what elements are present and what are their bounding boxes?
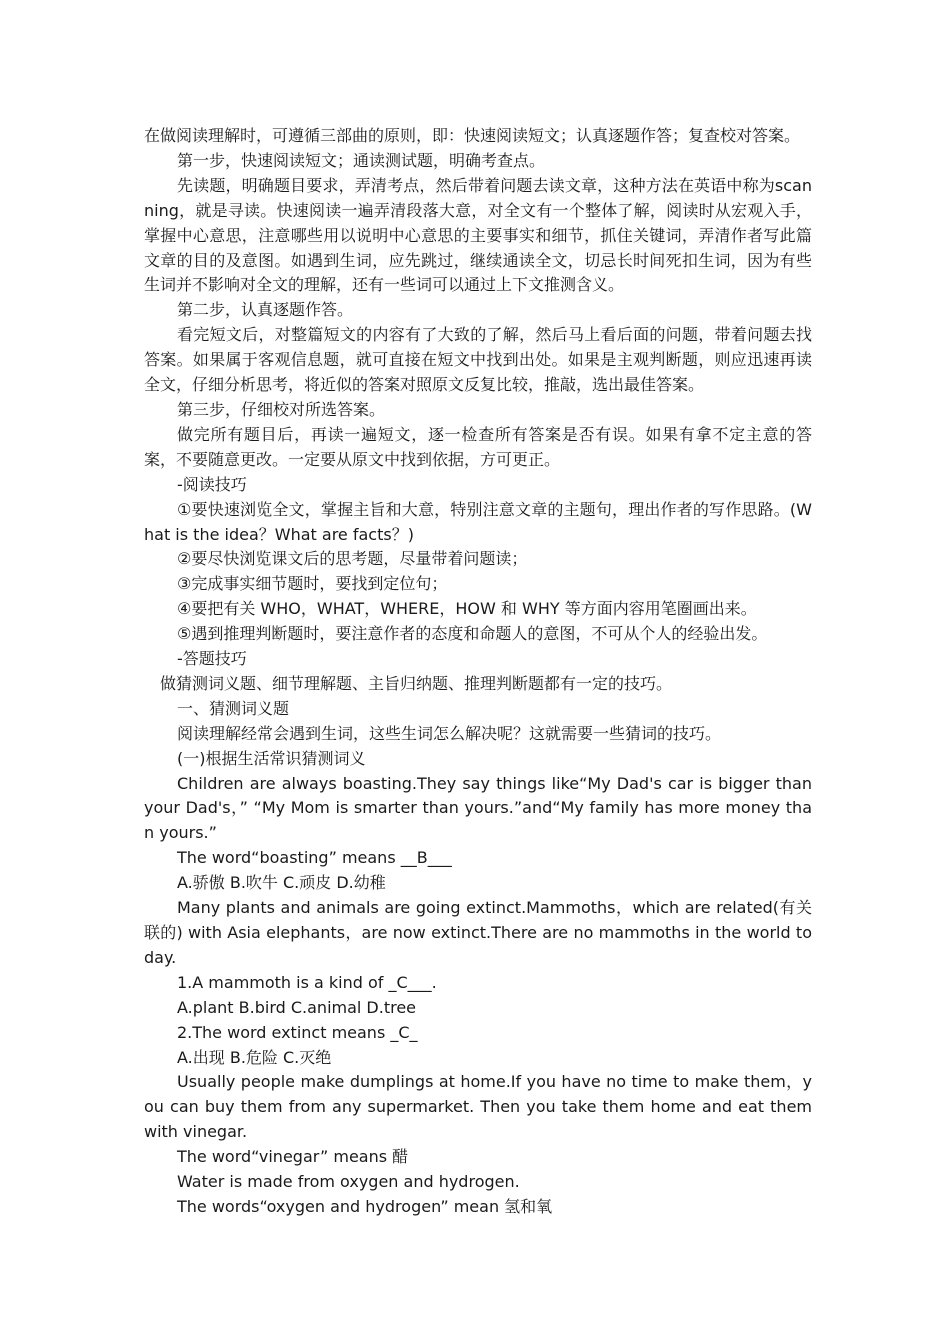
example-passage-water: Water is made from oxygen and hydrogen. [177, 1172, 520, 1192]
document-body [144, 124, 812, 1220]
paragraph-step-two-body: 看完短文后，对整篇短文的内容有了大致的了解，然后马上看后面的问题，带着问题去找答案。如果属于客观信息题，就可直接在短文中找到出处。如果是主观判断题，则应迅速再读全文，仔细分析思考，将近似的答案对照原文反复比较，推敲，选出最佳答案。 [144, 325, 812, 395]
example-question-water: The words“oxygen and hydrogen” mean 氢和氧 [177, 1196, 553, 1216]
list-item-tip-5: ⑤遇到推理判断题时，要注意作者的态度和命题人的意图，不可从个人的经验出发。 [177, 624, 768, 644]
example-options-mammoth-1: A.plant B.bird C.animal D.tree [177, 997, 417, 1017]
example-passage-mammoth: Many plants and animals are going extinct.Mammoths，which are related(有关联的) with Asia elephants，are now extinct.There are no mammoths in the world today. [144, 898, 812, 967]
section-heading-answer-tips: -答题技巧 [177, 649, 247, 669]
section-heading-guess-words: 一、猜测词义题 [177, 698, 290, 718]
list-item-tip-4: ④要把有关 WHO，WHAT，WHERE，HOW 和 WHY 等方面内容用笔圈画出来。 [177, 599, 757, 619]
list-item-tip-1: ①要快速浏览全文，掌握主旨和大意，特别注意文章的主题句，理出作者的写作思路。(What is the idea？What are facts？) [144, 499, 812, 544]
paragraph-step-one-heading: 第一步，快速阅读短文；通读测试题，明确考查点。 [177, 150, 546, 170]
example-options-boasting: A.骄傲 B.吹牛 C.顽皮 D.幼稚 [177, 873, 386, 893]
example-passage-vinegar: Usually people make dumplings at home.If you have no time to make them，you can buy them from any supermarket. Then you take them home and eat them with vinegar. [144, 1072, 812, 1142]
subsection-heading-common-sense: (一)根据生活常识猜测词义 [177, 748, 366, 768]
list-item-tip-3: ③完成事实细节题时，要找到定位句； [177, 574, 448, 594]
example-passage-boasting: Children are always boasting.They say things like“My Dad's car is bigger than your Dad's，” “My Mom is smarter than yours.”and“My family has more money than yours.” [144, 773, 812, 843]
paragraph-intro: 在做阅读理解时，可遵循三部曲的原则，即：快速阅读短文；认真逐题作答；复查校对答案。 [144, 126, 801, 145]
paragraph-step-three-body: 做完所有题目后，再读一遍短文，逐一检查所有答案是否有误。如果有拿不定主意的答案，不要随意更改。一定要从原文中找到依据，方可更正。 [144, 424, 812, 469]
paragraph-answer-tips-intro: 做猜测词义题、细节理解题、主旨归纳题、推理判断题都有一定的技巧。 [160, 673, 673, 693]
section-heading-reading-tips: -阅读技巧 [177, 474, 247, 494]
list-item-tip-2: ②要尽快浏览课文后的思考题，尽量带着问题读； [177, 549, 528, 569]
example-question-vinegar: The word“vinegar” means 醋 [177, 1147, 409, 1167]
example-question-boasting: The word“boasting” means __B___ [177, 848, 452, 868]
example-question-mammoth-1: 1.A mammoth is a kind of _C___. [177, 972, 437, 992]
paragraph-guess-words-intro: 阅读理解经常会遇到生词，这些生词怎么解决呢？这就需要一些猜词的技巧。 [177, 723, 722, 743]
paragraph-step-one-body: 先读题，明确题目要求，弄清考点，然后带着问题去读文章，这种方法在英语中称为scanning，就是寻读。快速阅读一遍弄清段落大意，对全文有一个整体了解，阅读时从宏观入手，掌握中心意思，注意哪些用以说明中心意思的主要事实和细节，抓住关键词，弄清作者写此篇文章的目的及意图。如遇到生词，应先跳过，继续通读全文，切忌长时间死扣生词，因为有些生词并不影响对全文的理解，还有一些词可以通过上下文推测含义。 [144, 175, 812, 295]
example-question-mammoth-2: 2.The word extinct means _C_ [177, 1022, 418, 1042]
paragraph-step-two-heading: 第二步，认真逐题作答。 [177, 300, 354, 320]
paragraph-step-three-heading: 第三步，仔细校对所选答案。 [177, 399, 386, 419]
example-options-mammoth-2: A.出现 B.危险 C.灭绝 [177, 1047, 332, 1067]
